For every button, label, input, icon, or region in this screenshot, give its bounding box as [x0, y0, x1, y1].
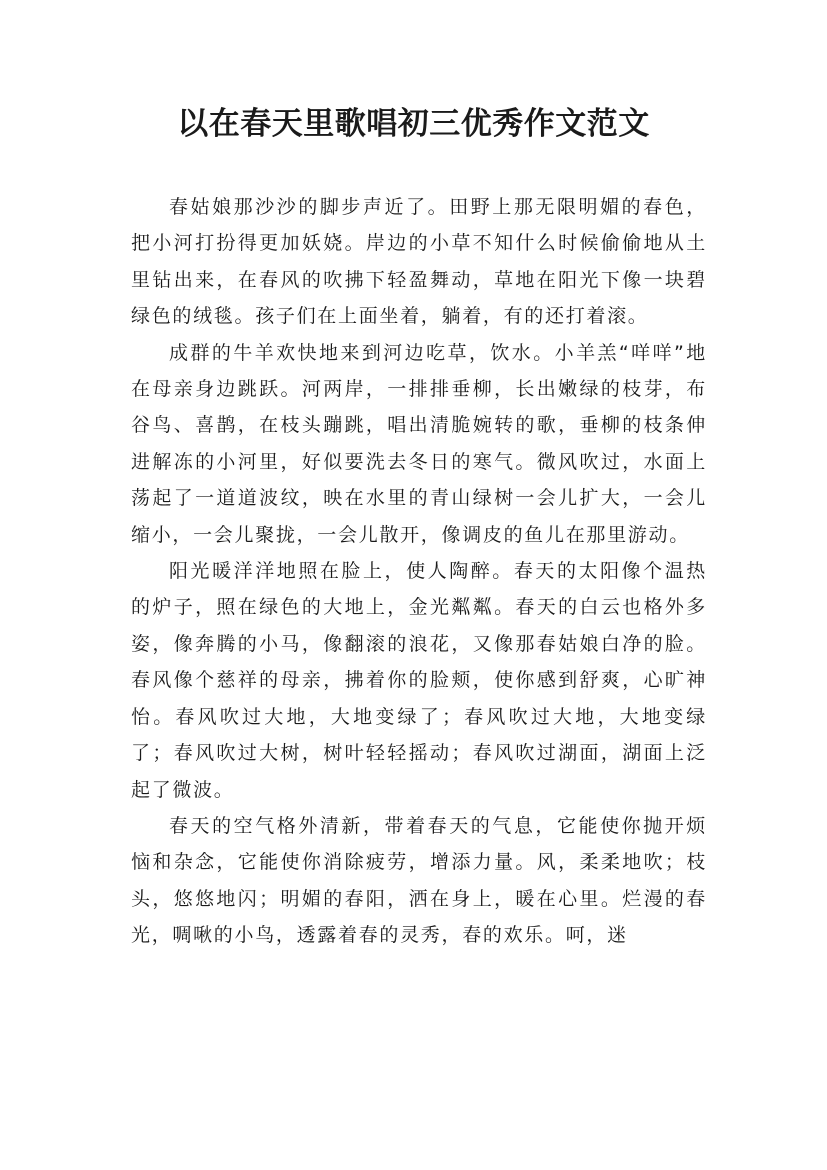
document-title: 以在春天里歌唱初三优秀作文范文: [177, 106, 650, 142]
paragraph: 春天的空气格外清新，带着春天的气息，它能使你抛开烦恼和杂念，它能使你消除疲劳，增添力量。风，柔柔地吹；枝头，悠悠地闪；明媚的春阳，洒在身上，暖在心里。烂漫的春光，啁啾的小鸟，透露着春的灵秀，春的欢乐。呵，迷: [131, 814, 707, 947]
paragraph: 春姑娘那沙沙的脚步声近了。田野上那无限明媚的春色，把小河打扮得更加妖娆。岸边的小草不知什么时候偷偷地从土里钻出来，在春风的吹拂下轻盈舞动，草地在阳光下像一块碧绿色的绒毯。孩子们在上面坐着，躺着，有的还打着滚。: [131, 196, 707, 328]
paragraph: 成群的牛羊欢快地来到河边吃草，饮水。小羊羔“咩咩”地在母亲身边跳跃。河两岸，一排排垂柳，长出嫩绿的枝芽，布谷鸟、喜鹊，在枝头蹦跳，唱出清脆婉转的歌，垂柳的枝条伸进解冻的小河里，好似要洗去冬日的寒气。微风吹过，水面上荡起了一道道波纹，映在水里的青山绿树一会儿扩大，一会儿缩小，一会儿聚拢，一会儿散开，像调皮的鱼儿在那里游动。: [131, 341, 707, 546]
paragraph: 阳光暖洋洋地照在脸上，使人陶醉。春天的太阳像个温热的炉子，照在绿色的大地上，金光粼粼。春天的白云也格外多姿，像奔腾的小马，像翻滚的浪花，又像那春姑娘白净的脸。春风像个慈祥的母亲，拂着你的脸颊，使你感到舒爽，心旷神怡。春风吹过大地，大地变绿了；春风吹过大地，大地变绿了；春风吹过大树，树叶轻轻摇动；春风吹过湖面，湖面上泛起了微波。: [131, 560, 707, 801]
document-body: [131, 189, 707, 954]
